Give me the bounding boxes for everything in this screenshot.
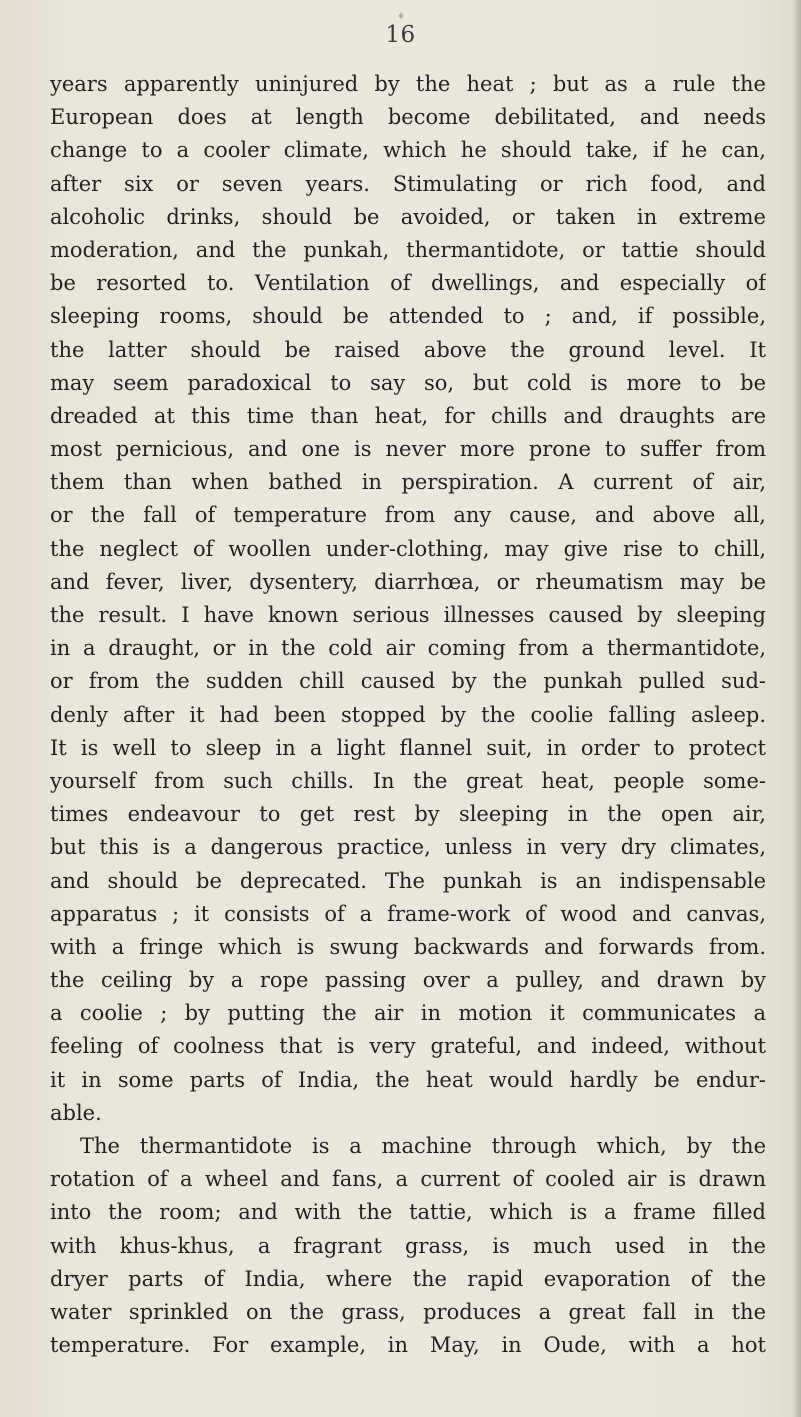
text-line: after six or seven years. Stimulating or rich food, and — [50, 171, 766, 196]
text-line: but this is a dangerous practice, unless in very dry climates, — [50, 835, 766, 860]
text-line: sleeping rooms, should be attended to ; and, if possible, — [50, 304, 766, 329]
body-text — [50, 68, 766, 1362]
text-line: with a fringe which is swung backwards and forwards from. — [50, 934, 766, 959]
text-line: or the fall of temperature from any cause, and above all, — [50, 503, 766, 528]
text-line: the neglect of woollen under-clothing, may give rise to chill, — [50, 536, 766, 561]
text-line: be resorted to. Ventilation of dwellings, and especially of — [50, 271, 766, 296]
text-line: apparatus ; it consists of a frame-work of wood and canvas, — [50, 901, 766, 926]
text-line: rotation of a wheel and fans, a current of cooled air is drawn — [50, 1167, 766, 1192]
text-line: most pernicious, and one is never more prone to suffer from — [50, 437, 766, 462]
text-line: with khus-khus, a fragrant grass, is much used in the — [50, 1233, 766, 1258]
text-line: dreaded at this time than heat, for chills and draughts are — [50, 403, 766, 428]
text-line: It is well to sleep in a light flannel suit, in order to protect — [50, 735, 766, 760]
text-line: and fever, liver, dysentery, diarrhœa, or rheumatism may be — [50, 569, 766, 594]
text-line: change to a cooler climate, which he should take, if he can, — [50, 138, 766, 163]
text-line: European does at length become debilitated, and needs — [50, 105, 766, 130]
text-line: yourself from such chills. In the great heat, people some- — [50, 768, 766, 793]
text-line: it in some parts of India, the heat would hardly be endur- — [50, 1067, 766, 1092]
text-line: years apparently uninjured by the heat ; but as a rule the — [50, 72, 766, 96]
text-line: the result. I have known serious illnesses caused by sleeping — [50, 603, 766, 627]
paragraph-end-line: able. — [50, 1100, 102, 1125]
text-line: the ceiling by a rope passing over a pulley, and drawn by — [50, 968, 766, 993]
text-line: and should be deprecated. The punkah is an indispensable — [50, 868, 766, 893]
text-line: in a draught, or in the cold air coming from a thermantidote, — [50, 636, 766, 661]
paragraph-start-line: The thermantidote is a machine through which, by the — [80, 1134, 766, 1158]
text-line: temperature. For example, in May, in Oude, with a hot — [50, 1333, 766, 1358]
text-line: moderation, and the punkah, thermantidote, or tattie should — [50, 237, 766, 262]
text-line: alcoholic drinks, should be avoided, or taken in extreme — [50, 204, 766, 229]
text-line: times endeavour to get rest by sleeping in the open air, — [50, 802, 766, 827]
text-line: dryer parts of India, where the rapid evaporation of the — [50, 1266, 766, 1291]
text-line: water sprinkled on the grass, produces a great fall in the — [50, 1299, 766, 1324]
top-mark: ♦ — [397, 12, 406, 22]
text-line: or from the sudden chill caused by the punkah pulled sud- — [50, 669, 766, 694]
text-line: feeling of coolness that is very grateful, and indeed, without — [50, 1034, 766, 1059]
text-line: into the room; and with the tattie, which is a frame filled — [50, 1200, 766, 1225]
text-line: denly after it had been stopped by the coolie falling asleep. — [50, 702, 766, 727]
text-line: may seem paradoxical to say so, but cold is more to be — [50, 370, 766, 395]
page-number: 16 — [385, 22, 416, 48]
text-line: them than when bathed in perspiration. A current of air, — [50, 470, 766, 495]
text-line: a coolie ; by putting the air in motion it communicates a — [50, 1001, 766, 1026]
text-line: the latter should be raised above the ground level. It — [50, 337, 766, 362]
page-edge-shadow — [793, 0, 801, 1417]
